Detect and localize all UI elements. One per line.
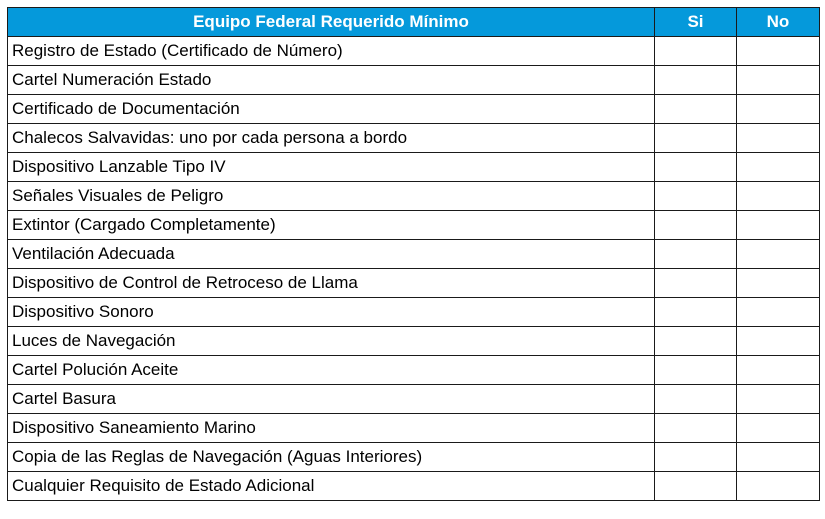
no-check-cell[interactable] — [737, 211, 820, 240]
no-check-cell[interactable] — [737, 269, 820, 298]
table-row — [8, 124, 820, 153]
no-check-cell[interactable] — [737, 37, 820, 66]
no-check-cell[interactable] — [737, 240, 820, 269]
no-check-cell[interactable] — [737, 356, 820, 385]
equipment-item-label: Cualquier Requisito de Estado Adicional — [8, 472, 655, 501]
si-check-cell[interactable] — [655, 356, 737, 385]
si-check-cell[interactable] — [655, 298, 737, 327]
equipment-item-label: Extintor (Cargado Completamente) — [8, 211, 655, 240]
no-check-cell[interactable] — [737, 443, 820, 472]
si-check-cell[interactable] — [655, 327, 737, 356]
si-check-cell[interactable] — [655, 124, 737, 153]
si-check-cell[interactable] — [655, 182, 737, 211]
si-check-cell[interactable] — [655, 472, 737, 501]
si-check-cell[interactable] — [655, 211, 737, 240]
equipment-item-label: Dispositivo de Control de Retroceso de Llama — [8, 269, 655, 298]
equipment-item-label: Chalecos Salvavidas: uno por cada persona a bordo — [8, 124, 655, 153]
si-check-cell[interactable] — [655, 37, 737, 66]
equipment-item-label: Cartel Polución Aceite — [8, 356, 655, 385]
no-check-cell[interactable] — [737, 298, 820, 327]
no-check-cell[interactable] — [737, 66, 820, 95]
table-row — [8, 269, 820, 298]
si-check-cell[interactable] — [655, 95, 737, 124]
equipment-item-label: Señales Visuales de Peligro — [8, 182, 655, 211]
si-check-cell[interactable] — [655, 153, 737, 182]
table-row — [8, 211, 820, 240]
no-check-cell[interactable] — [737, 414, 820, 443]
no-check-cell[interactable] — [737, 385, 820, 414]
table-row — [8, 153, 820, 182]
no-check-cell[interactable] — [737, 182, 820, 211]
si-check-cell[interactable] — [655, 240, 737, 269]
no-check-cell[interactable] — [737, 124, 820, 153]
table-row — [8, 356, 820, 385]
no-check-cell[interactable] — [737, 327, 820, 356]
si-check-cell[interactable] — [655, 443, 737, 472]
table-row — [8, 385, 820, 414]
no-check-cell[interactable] — [737, 153, 820, 182]
equipment-item-label: Copia de las Reglas de Navegación (Aguas Interiores) — [8, 443, 655, 472]
no-check-cell[interactable] — [737, 472, 820, 501]
table-row — [8, 327, 820, 356]
checklist-body — [8, 37, 820, 501]
equipment-checklist-table — [7, 7, 820, 501]
no-check-cell[interactable] — [737, 95, 820, 124]
equipment-item-label: Dispositivo Lanzable Tipo IV — [8, 153, 655, 182]
header-si: Si — [655, 8, 737, 37]
si-check-cell[interactable] — [655, 66, 737, 95]
header-no: No — [737, 8, 820, 37]
table-row — [8, 414, 820, 443]
header-equipment: Equipo Federal Requerido Mínimo — [8, 8, 655, 37]
equipment-item-label: Cartel Basura — [8, 385, 655, 414]
table-row — [8, 182, 820, 211]
header-row — [8, 8, 820, 37]
equipment-item-label: Certificado de Documentación — [8, 95, 655, 124]
si-check-cell[interactable] — [655, 385, 737, 414]
table-row — [8, 95, 820, 124]
equipment-item-label: Dispositivo Saneamiento Marino — [8, 414, 655, 443]
table-row — [8, 443, 820, 472]
equipment-item-label: Luces de Navegación — [8, 327, 655, 356]
equipment-item-label: Registro de Estado (Certificado de Número) — [8, 37, 655, 66]
si-check-cell[interactable] — [655, 414, 737, 443]
equipment-item-label: Dispositivo Sonoro — [8, 298, 655, 327]
table-row — [8, 240, 820, 269]
equipment-item-label: Cartel Numeración Estado — [8, 66, 655, 95]
table-row — [8, 37, 820, 66]
table-row — [8, 66, 820, 95]
si-check-cell[interactable] — [655, 269, 737, 298]
table-row — [8, 298, 820, 327]
equipment-item-label: Ventilación Adecuada — [8, 240, 655, 269]
table-row — [8, 472, 820, 501]
